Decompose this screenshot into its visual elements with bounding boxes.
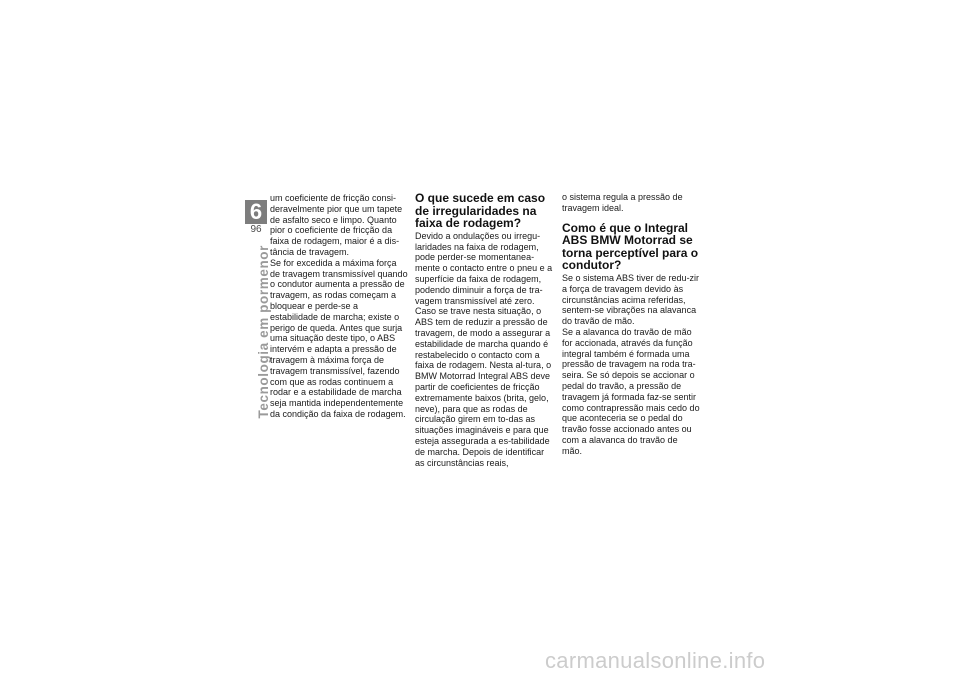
chapter-badge	[245, 200, 267, 236]
text-column-3	[562, 192, 700, 457]
section-heading: O que sucede em caso de irregularidades na faixa de rodagem?	[415, 191, 546, 231]
paragraph: Se a alavanca do travão de mão for accionada, através da função integral também é formada uma pressão de travagem na roda tra-seira. Se só depois se accionar o pedal do travão, a pressão de travagem já formada faz-se sentir como contrapressão mais cedo do que aconteceria se o pedal do travão fosse accionado antes ou com a alavanca do travão de mão.	[562, 326, 700, 456]
text-column-2	[415, 192, 553, 468]
watermark: carmanualsonline.info	[545, 648, 766, 673]
paragraph: Se for excedida a máxima força de travagem transmissível quando o condutor aumenta a pressão de travagem, as rodas começam a bloquear e perde-se a estabilidade de marcha; existe o perigo de queda. Antes que surja uma situação deste tipo, o ABS intervém e adapta a pressão de travagem à máxima força de travagem transmissível, fazendo com que as rodas continuem a rodar e a estabilidade de marcha seja mantida independentemente da condição da faixa de rodagem.	[270, 257, 408, 419]
page-number: 96	[245, 224, 267, 236]
chapter-side-title: Tecnologia em pormenor	[256, 245, 271, 419]
section-heading: Como é que o Integral ABS BMW Motorrad se torna perceptível para o condutor?	[562, 220, 699, 273]
paragraph: Devido a ondulações ou irregu-laridades na faixa de rodagem, pode perder-se momentanea-mente o contacto entre o pneu e a superfície da faixa de rodagem, podendo diminuir a força de tra-vagem transmissível até zero.	[415, 230, 553, 306]
paragraph: Se o sistema ABS tiver de redu-zir a força de travagem devido às circunstâncias acima referidas, sentem-se vibrações na alavanca do travão de mão.	[562, 272, 700, 327]
chapter-number: 6	[249, 199, 263, 224]
paragraph: Caso se trave nesta situação, o ABS tem de reduzir a pressão de travagem, de modo a assegurar a estabilidade de marcha quando é restabelecido o contacto com a faixa de rodagem. Nesta al-tura, o BMW Motorrad Integral ABS deve partir de coeficientes de fricção extremamente baixos (brita, gelo, neve), para que as rodas de circulação girem em to-das as situações imagináveis e para que esteja assegurada a es-tabilidade de marcha. Depois de identificar as circunstâncias reais,	[415, 306, 552, 468]
paragraph: o sistema regula a pressão de travagem ideal.	[562, 192, 683, 213]
paragraph: um coeficiente de fricção consi-deravelmente pior que um tapete de asfalto seco e limpo. Quanto pior o coeficiente de fricção da faixa de rodagem, maior é a dis-tância de travagem.	[270, 193, 403, 257]
text-column-1	[270, 193, 408, 420]
